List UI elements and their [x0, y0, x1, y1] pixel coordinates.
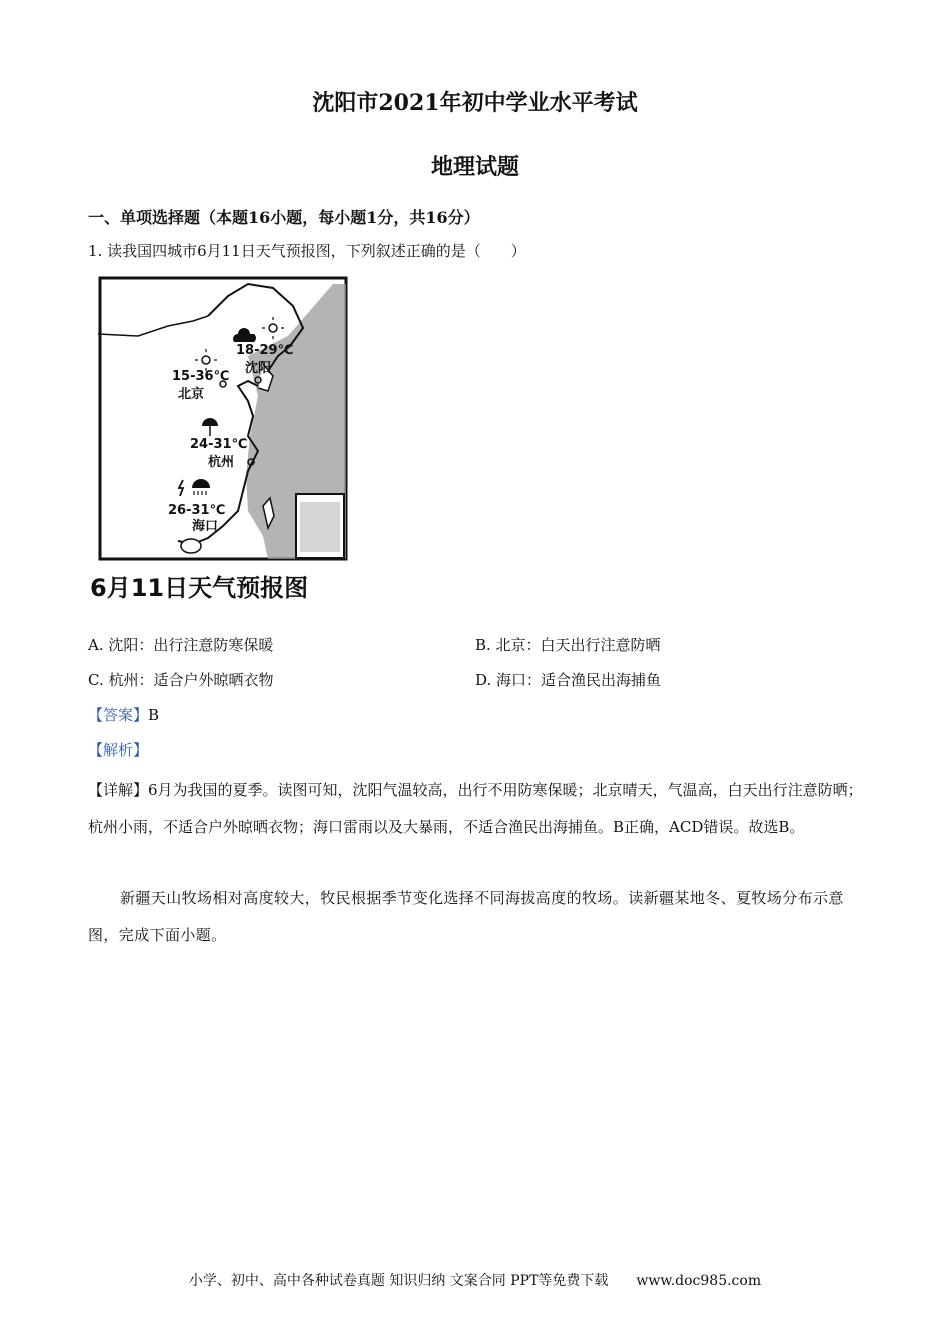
- option-d: D. 海口：适合渔民出海捕鱼: [475, 671, 662, 689]
- exam-subtitle: 地理试题: [430, 154, 519, 180]
- detail-text: 6月为我国的夏季。读图可知，沈阳气温较高，出行不用防寒保暖；北京晴天，气温高，白天出行注意防晒；杭州小雨，不适合户外晾晒衣物；海口雷雨以及大暴雨，不适合渔民出海捕鱼。B正确，ACD错误。故选B。: [88, 781, 863, 836]
- shenyang-label: 沈阳: [245, 361, 272, 376]
- hangzhou-label: 杭州: [208, 455, 235, 470]
- haikou-temp: 26-31℃: [168, 503, 226, 518]
- analysis-tag: 【解析】: [88, 741, 149, 759]
- answer-tag: 【答案】: [88, 706, 149, 724]
- map-caption: 6月11日天气预报图: [90, 574, 309, 602]
- option-b: B. 北京：白天出行注意防晒: [475, 636, 661, 654]
- haikou-label: 海口: [192, 519, 219, 534]
- weather-map: [98, 276, 348, 561]
- detail-paragraph: [88, 772, 863, 846]
- detail-tag: 【详解】: [88, 781, 149, 799]
- page-footer: 小学、初中、高中各种试卷真题 知识归纳 文案合同 PPT等免费下载 www.doc985.com: [188, 1273, 762, 1289]
- passage-2: 新疆天山牧场相对高度较大，牧民根据季节变化选择不同海拔高度的牧场。读新疆某地冬、夏牧场分布示意图，完成下面小题。: [88, 889, 844, 944]
- beijing-temp: 15-36℃: [172, 369, 230, 384]
- section-heading: 一、单项选择题（本题16小题，每小题1分，共16分）: [88, 208, 480, 227]
- answer-value: B: [148, 706, 160, 724]
- exam-title: 沈阳市2021年初中学业水平考试: [312, 90, 638, 116]
- question-stem: 1. 读我国四城市6月11日天气预报图，下列叙述正确的是（ ）: [88, 242, 526, 260]
- hangzhou-temp: 24-31℃: [190, 437, 248, 452]
- option-a: A. 沈阳：出行注意防寒保暖: [88, 636, 274, 654]
- beijing-label: 北京: [178, 387, 205, 402]
- answer-line: [88, 704, 159, 725]
- shenyang-temp: 18-29℃: [236, 343, 294, 358]
- option-c: C. 杭州：适合户外晾晒衣物: [88, 671, 274, 689]
